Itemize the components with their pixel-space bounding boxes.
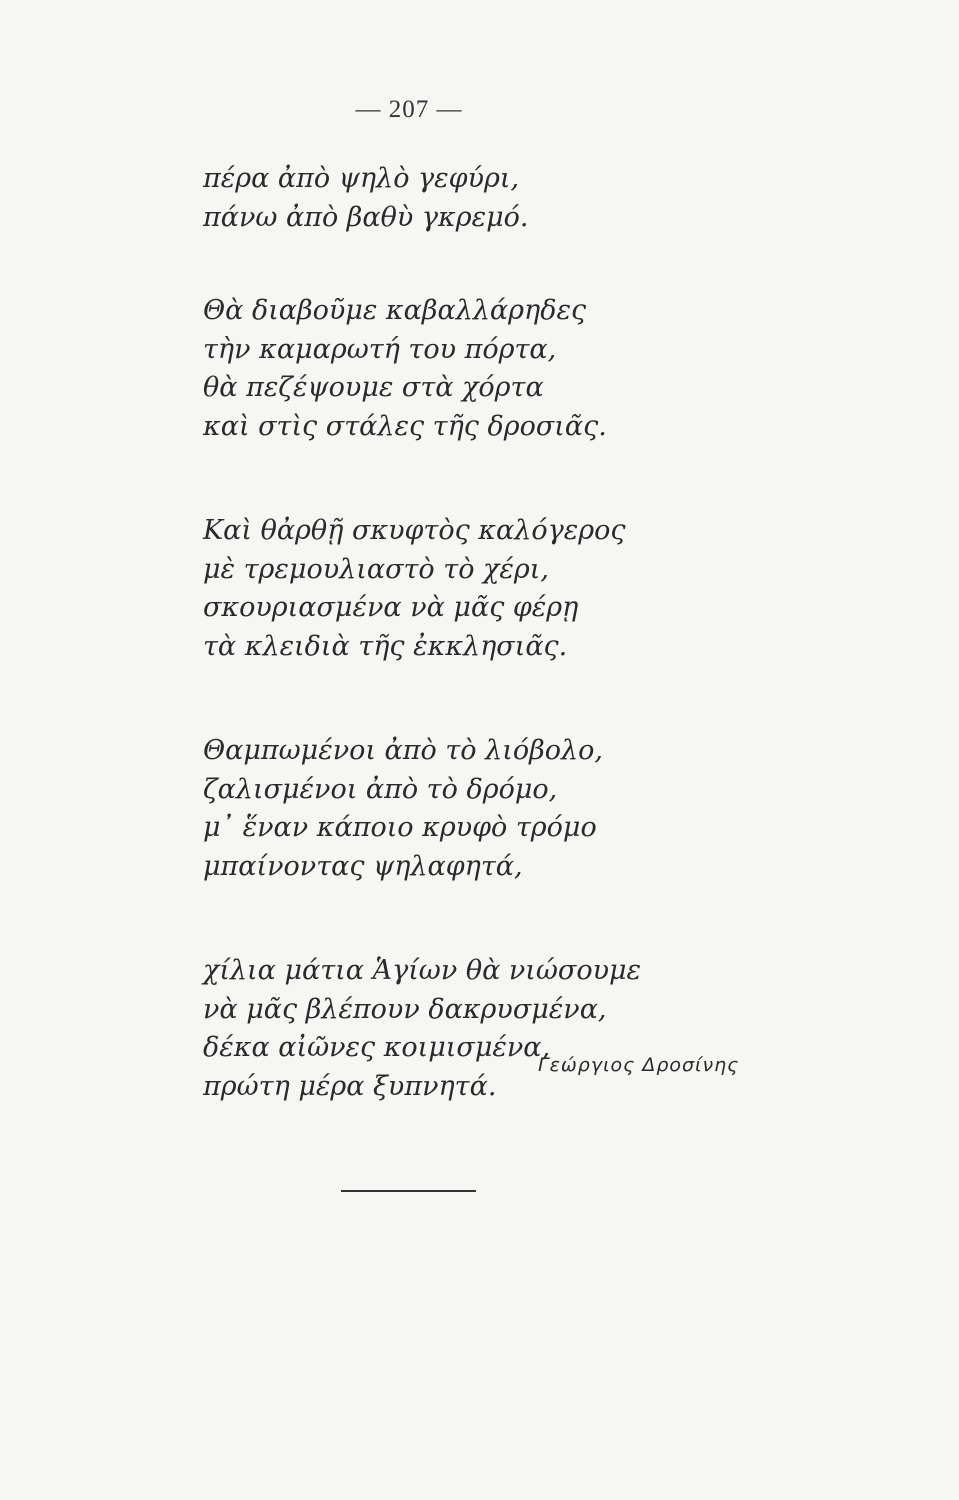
- poem: [203, 160, 803, 1172]
- poem-line: Θὰ διαβοῦμε καβαλλάρηδες: [203, 295, 587, 326]
- poem-line: μ᾽ ἕναν κάποιο κρυφὸ τρόμο: [203, 812, 597, 843]
- poem-line: ζαλισμένοι ἀπὸ τὸ δρόμο,: [203, 773, 558, 805]
- poem-line: δέκα αἰῶνες κοιμισμένα,: [203, 1032, 551, 1063]
- poem-line: πρώτη μέρα ξυπνητά.: [203, 1070, 497, 1102]
- end-rule-divider: [341, 1190, 476, 1192]
- author-signature: Γεώργιος Δροσίνης: [538, 1054, 740, 1076]
- poem-line: τὰ κλειδιὰ τῆς ἐκκλησιᾶς.: [203, 630, 568, 662]
- stanza: [203, 512, 803, 666]
- poem-line: Καὶ θἀρθῇ σκυφτὸς καλόγερος: [203, 515, 626, 546]
- poem-line: πέρα ἀπὸ ψηλὸ γεφύρι,: [203, 163, 520, 194]
- page-number: — 207 —: [355, 96, 463, 123]
- poem-line: καὶ στὶς στάλες τῆς δροσιᾶς.: [203, 410, 607, 442]
- poem-line: νὰ μᾶς βλέπουν δακρυσμένα,: [203, 993, 607, 1025]
- poem-line: χίλια μάτια Ἁγίων θὰ νιώσουμε: [203, 955, 642, 986]
- poem-line: σκουριασμένα νὰ μᾶς φέρῃ: [203, 592, 579, 623]
- poem-line: θὰ πεζέψουμε στὰ χόρτα: [203, 372, 544, 403]
- stanza: [203, 160, 803, 237]
- poem-line: μπαίνοντας ψηλαφητά,: [203, 850, 523, 882]
- stanza: [203, 732, 803, 886]
- poem-line: πάνω ἀπὸ βαθὺ γκρεμό.: [203, 201, 529, 233]
- poem-line: μὲ τρεμουλιαστὸ τὸ χέρι,: [203, 553, 549, 585]
- stanza: [203, 292, 803, 446]
- stanza: [203, 952, 803, 1106]
- poem-line: Θαμπωμένοι ἀπὸ τὸ λιόβολο,: [203, 735, 603, 766]
- poem-line: τὴν καμαρωτή του πόρτα,: [203, 333, 557, 365]
